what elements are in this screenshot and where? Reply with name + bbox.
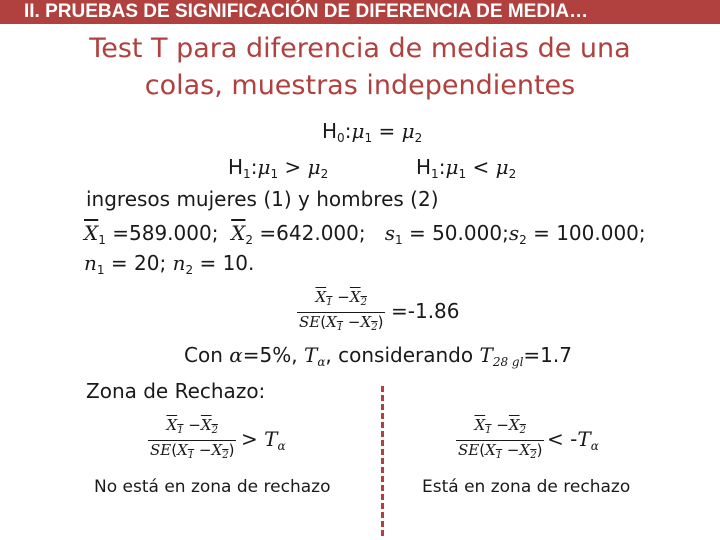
data-description: ingresos mujeres (1) y hombres (2): [86, 187, 439, 211]
rejection-zone-heading: Zona de Rechazo:: [86, 379, 266, 403]
alt-hypothesis-greater: $H_1:\mu_1 > \mu_2$: [228, 155, 329, 181]
left-rejection-fraction: $\frac{X_1 -X_2}{SE(X_1 -X_2)}$: [148, 417, 236, 464]
null-hypothesis: $H_0:\mu_1 = \mu_2$: [322, 119, 423, 145]
title-line-2: colas, muestras independientes: [144, 70, 576, 101]
test-statistic-fraction: $\frac{X_1 -X_2}{SE(X_1 -X_2)}$: [297, 289, 385, 336]
right-conclusion: Está en zona de rechazo: [422, 477, 631, 497]
right-rejection-condition: < $-T_\alpha$: [547, 427, 599, 453]
slide-title: [0, 30, 720, 104]
test-statistic-value: =-1.86: [391, 299, 460, 323]
significance-line: Con α=5%, $T_\alpha$, considerando $T_{28 gl}=1.7$: [184, 343, 572, 369]
right-rejection-fraction: $\frac{X_1 -X_2}{SE(X_1 -X_2)}$: [456, 417, 544, 464]
left-rejection-condition: > $T_\alpha$: [241, 427, 286, 453]
slide-banner: II. PRUEBAS DE SIGNIFICACIÓN DE DIFERENCIA DE MEDIA…: [0, 0, 720, 24]
sample-statistics: $\overline{X}_1 =589.000$; $\overline{X}_2 =642.000$; $s_1$ = $50.000;s_2 = 100.000$;: [84, 221, 646, 247]
left-conclusion: No está en zona de rechazo: [94, 477, 331, 497]
title-line-1: Test T para diferencia de medias de una: [89, 33, 631, 64]
dashed-divider: [381, 386, 384, 536]
sample-sizes: $n_1 = 20$; $n_2 = 10$.: [84, 251, 255, 277]
alt-hypothesis-less: $H_1:\mu_1 < \mu_2$: [416, 155, 517, 181]
